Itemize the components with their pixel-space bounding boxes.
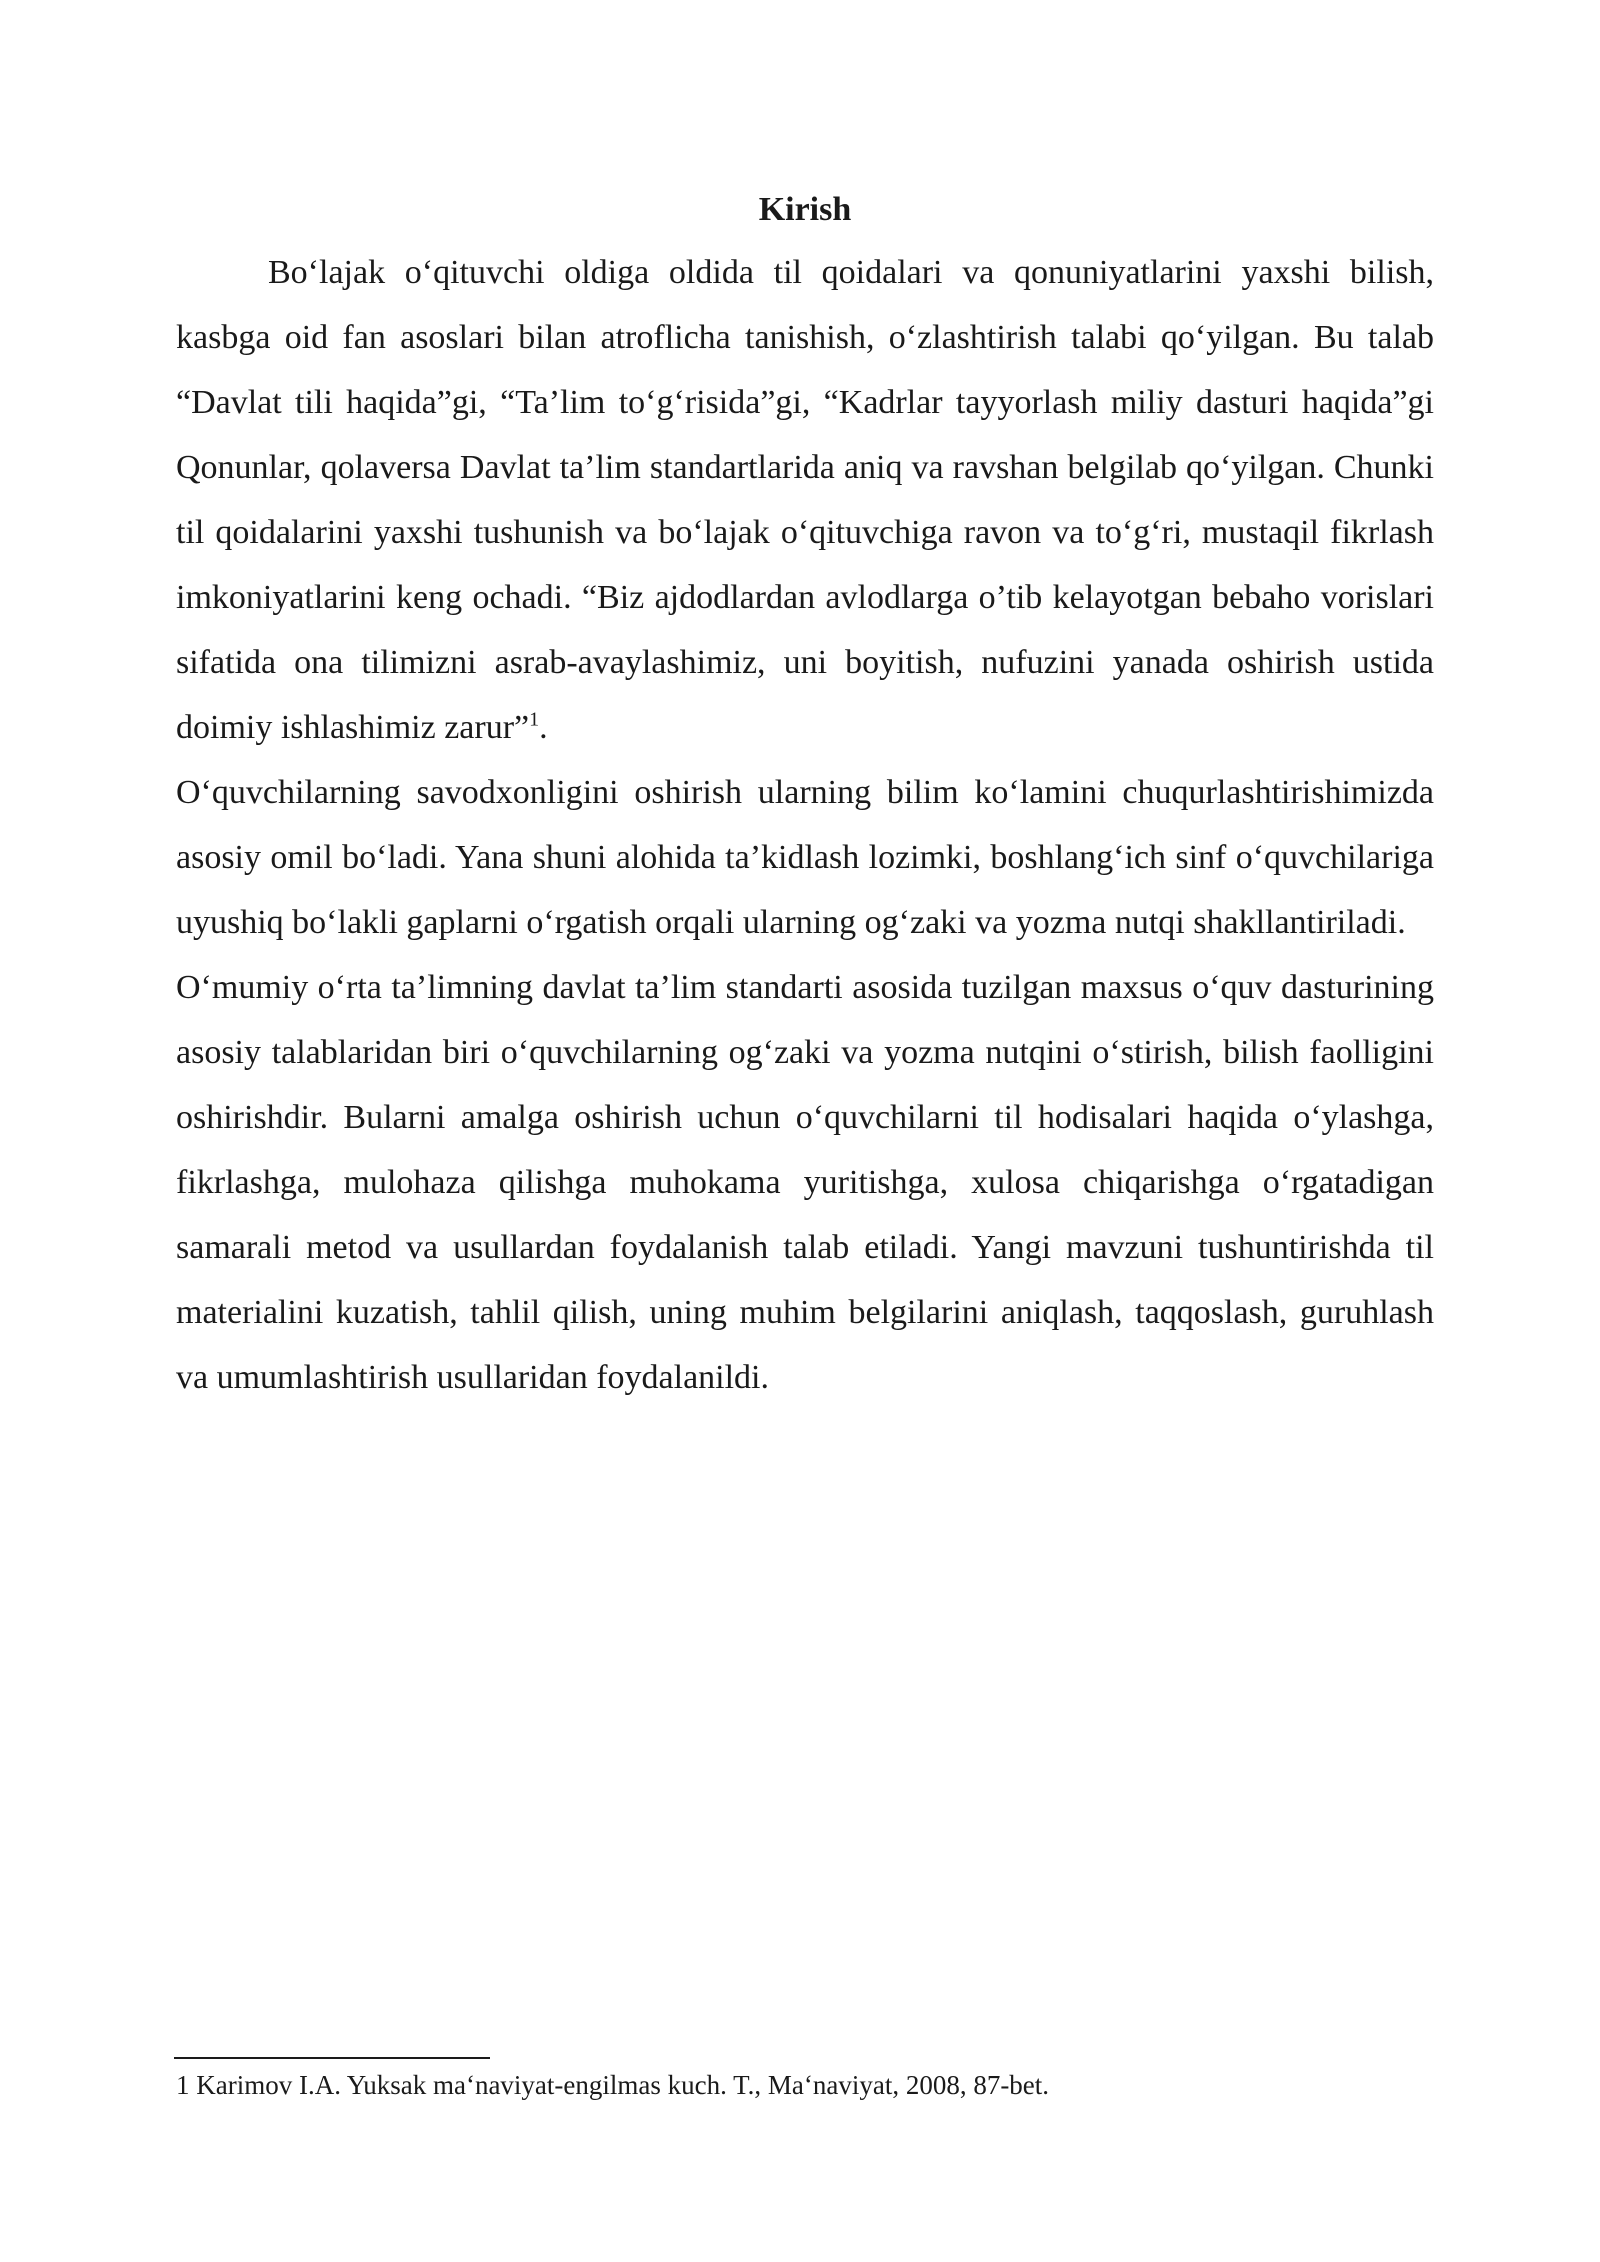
footnote-divider (174, 2057, 490, 2059)
paragraph-intro (176, 240, 1434, 760)
footnote-text: 1 Karimov I.A. Yuksak ma‘naviyat-engilmas kuch. T., Ma‘naviyat, 2008, 87-bet. (176, 2070, 1050, 2100)
paragraph-standard: O‘mumiy o‘rta ta’limning davlat ta’lim standarti asosida tuzilgan maxsus o‘quv dasturining asosiy talablaridan biri o‘quvchilarning og‘zaki va yozma nutqini o‘stirish, bilish faolligini oshirishdir. Bularni amalga oshirish uchun o‘quvchilarni til hodisalari haqida o‘ylashga, fikrlashga, mulohaza qilishga muhokama yuritishga, xulosa chiqarishga o‘rgatadigan samarali metod va usullardan foydalanish talab etiladi. Yangi mavzuni tushuntirishda til materialini kuzatish, tahlil qilish, uning muhim belgilarini aniqlash, taqqoslash, guruhlash va umumlashtirish usullaridan foydalanildi. (176, 969, 1434, 1396)
paragraph-literacy: O‘quvchilarning savodxonligini oshirish ularning bilim ko‘lamini chuqurlashtirishimizda asosiy omil bo‘ladi. Yana shuni alohida ta’kidlash lozimki, boshlang‘ich sinf o‘quvchilariga uyushiq bo‘lakli gaplarni o‘rgatish orqali ularning og‘zaki va yozma nutqi shakllantiriladi. (176, 774, 1434, 941)
footnote-reference[interactable]: 1 (529, 708, 540, 731)
main-content (176, 180, 1434, 1410)
page-title: Kirish (758, 191, 852, 228)
paragraph-intro-text: Bo‘lajak o‘qituvchi oldiga oldida til qoidalari va qonuniyatlarini yaxshi bilish, kasbga oid fan asoslari bilan atroflicha tanishish, o‘zlashtirish talabi qo‘yilgan. Bu talab “Davlat tili haqida”gi, “Ta’lim to‘g‘risida”gi, “Kadrlar tayyorlash miliy dasturi haqida”gi Qonunlar, qolaversa Davlat ta’lim standartlarida aniq va ravshan belgilab qo‘yilgan. Chunki til qoidalarini yaxshi tushunish va bo‘lajak o‘qituvchiga ravon va to‘g‘ri, mustaqil fikrlash imkoniyatlarini keng ochadi. “Biz ajdodlardan avlodlarga o’tib kelayotgan bebaho vorislari sifatida ona tilimizni asrab-avaylashimiz, uni boyitish, nufuzini yanada oshirish ustida doimiy ishlashimiz zarur” (176, 254, 1434, 746)
paragraph-intro-tail: . (539, 709, 548, 746)
